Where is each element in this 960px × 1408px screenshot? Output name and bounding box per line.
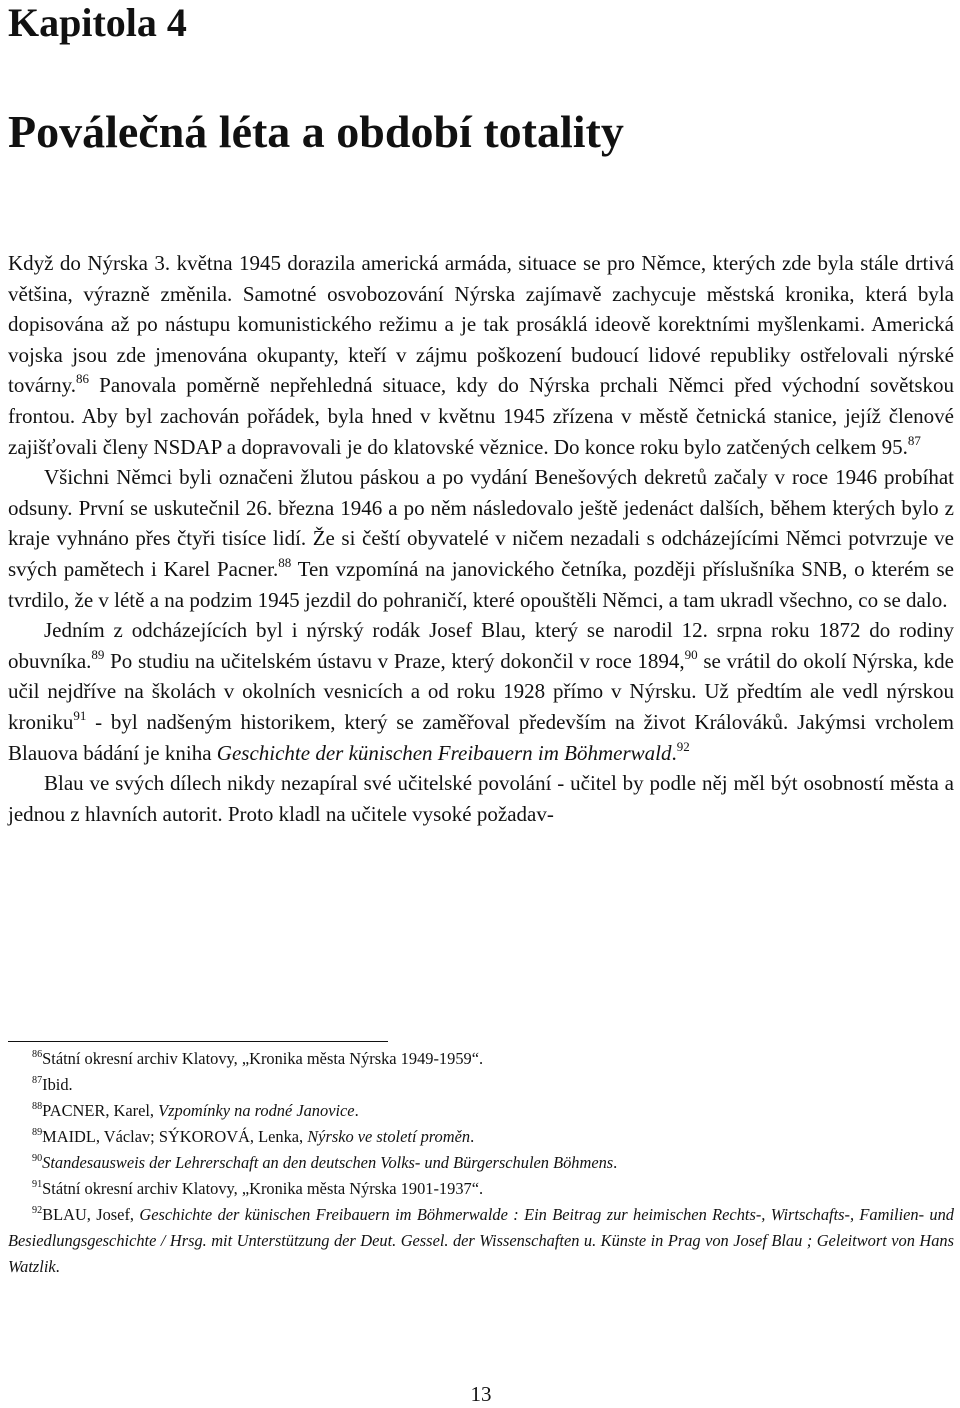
text-run: - byl nadšeným historikem, který se zaměřoval především na život Králováků. Jakýmsi vrcholem Blauova bádání je kniha [8,709,954,765]
text-run: . [671,740,677,765]
text-run: Jedním z odcházejících byl i nýrský rodák Josef Blau, který se narodil 12. srpna roku 1872 do rodiny obuvníka. [8,618,954,673]
page-number: 13 [470,1382,492,1406]
footnotes [8,1046,954,1280]
footnote-number: 87 [32,1074,43,1086]
italic-title: Vzpomínky na rodné Janovice [158,1101,355,1120]
footnote [8,1098,954,1124]
footnote-number: 89 [32,1126,43,1138]
text-run: BLAU, Josef, [42,1205,140,1224]
footnote-number: 90 [32,1152,43,1164]
paragraph [8,768,954,829]
text-run: . [470,1127,475,1146]
footnote-divider [8,1041,388,1042]
footnote-ref: 86 [76,371,90,387]
footnote-ref: 90 [684,646,698,662]
text-run: se vrátil do okolí Nýrska, kde učil nejdříve na školách v okolních vesnicích a od roku 1928 přímo v Nýrsku. Už předtím ale vedl nýrskou kroniku [8,648,954,734]
footnote [8,1072,954,1098]
text-run: Ten vzpomíná na janovického četníka, později příslušníka SNB, o kterém se tvrdilo, že v létě a na podzim 1945 jezdil do pohraničí, které opouštěli Němci, a tam ukradl všechno, co se dalo. [8,556,954,612]
footnote [8,1046,954,1072]
footnote-ref: 89 [91,646,105,662]
footnote-number: 86 [32,1048,43,1060]
text-run: Státní okresní archiv Klatovy, „Kronika města Nýrska 1901-1937“. [42,1179,484,1198]
italic-title: Standesausweis der Lehrerschaft an den deutschen Volks- und Bürgerschulen Böhmens [42,1153,614,1172]
text-run: Blau ve svých dílech nikdy nezapíral své učitelské povolání - učitel by podle něj měl být osobností města a jednou z hlavních autorit. Proto kladl na učitele vysoké požadav- [8,771,954,826]
footnote [8,1124,954,1150]
text-run: Panovala poměrně nepřehledná situace, kdy do Nýrska prchali Němci před východní sovětskou frontou. Aby byl zachován pořádek, byla hned v květnu 1945 zřízena v městě četnická stanice, jejíž členové zajišťovali členy NSDAP a dopravovali je do klatovské věznice. Do konce roku bylo zatčených celkem 95. [8,373,954,459]
paragraph [8,462,954,615]
italic-title: Geschichte der künischen Freibauern im Böhmerwald [216,740,672,765]
text-run: . [613,1153,618,1172]
chapter-label: Kapitola 4 [8,0,187,45]
text-run: PACNER, Karel, [42,1101,159,1120]
footnote-ref: 91 [73,707,87,723]
italic-title: Nýrsko ve století proměn [307,1127,471,1146]
text-run: Po studiu na učitelském ústavu v Praze, který dokončil v roce 1894, [104,648,685,673]
footnote-ref: 88 [278,554,292,570]
footnote [8,1150,954,1176]
text-run: Státní okresní archiv Klatovy, „Kronika města Nýrska 1949-1959“. [42,1049,484,1068]
footnote-number: 88 [32,1100,43,1112]
text-run: Když do Nýrska 3. května 1945 dorazila americká armáda, situace se pro Němce, kterých zde byla stále drtivá většina, výrazně změnila. Samotné osvobozování Nýrska zajímavě zachycuje městská kronika, která byla dopisována až po nástupu komunistického režimu a je tak prosáklá ideově korektními myšlenkami. Americká vojska jsou zde jmenována okupanty, kteří v zájmu poškození budoucí lidové republiky ostřelovali nýrské továrny. [8,251,954,398]
footnote-number: 92 [32,1204,43,1216]
footnote [8,1202,954,1280]
text-run: Všichni Němci byli označeni žlutou páskou a po vydání Benešových dekretů začaly v roce 1946 probíhat odsuny. První se uskutečnil 26. března 1946 a po něm následovalo ještě jedenáct dalších, během kterých bylo z kraje vyhnáno přes čtyři tisíce lidí. Že si čeští obyvatelé v ničem nezadali s odcházejícími Němci potvrzuje ve svých pamětech i Karel Pacner. [8,465,954,581]
text-run: . [55,1257,60,1276]
body-text [8,248,954,829]
chapter-title: Poválečná léta a období totality [8,106,624,157]
paragraph [8,248,954,462]
italic-title: Geschichte der künischen Freibauern im Böhmerwalde : Ein Beitrag zur heimischen Rechts-, Wirtschafts-, Familien- und Besiedlungsgeschichte / Hrsg. mit Unterstützung der Deut. Gessel. der Wissenschaften u. Künste in Prag von Josef Blau ; Geleitwort von Hans Watzlik [8,1205,955,1276]
text-run: MAIDL, Václav; SÝKOROVÁ, Lenka, [42,1127,308,1146]
text-run: Ibid. [42,1075,73,1094]
footnote-ref: 87 [907,432,921,448]
footnote-ref: 92 [676,738,690,754]
footnote [8,1176,954,1202]
footnote-number: 91 [32,1178,43,1190]
paragraph [8,615,954,768]
text-run: . [354,1101,359,1120]
